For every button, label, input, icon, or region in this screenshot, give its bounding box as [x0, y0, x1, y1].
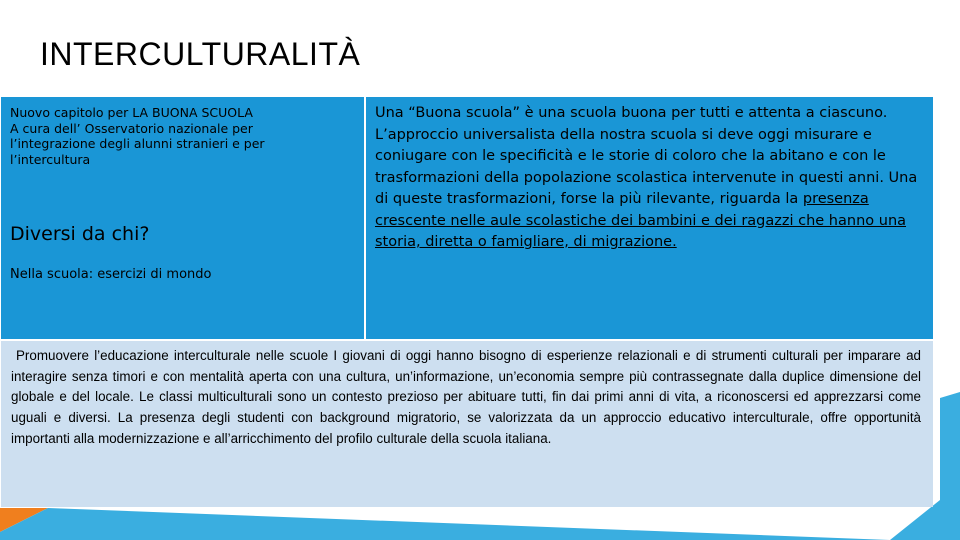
content-table — [1, 97, 933, 507]
chapter-line: A cura dell’ Osservatorio nazionale per — [10, 120, 253, 136]
question-heading: Diversi da chi? — [10, 223, 150, 245]
blue-bottom-band — [0, 508, 890, 540]
buona-scuola-paragraph — [375, 103, 927, 254]
paragraph-plain-text: Una “Buona scuola” è una scuola buona per tutti e attenta a ciascuno. L’approccio universalista della nostra scuola si deve oggi misurare e coniugare con le specificità e le storie di coloro che la abitano e con le trasformazioni della popolazione scolastica intervenute in questi anni. Una di queste trasformazioni, forse la più rilevante, riguarda la — [375, 105, 918, 207]
chapter-line: Nuovo capitolo per LA BUONA SCUOLA — [10, 105, 253, 120]
left-cell — [1, 97, 366, 339]
right-cell — [366, 97, 933, 339]
chapter-info — [10, 105, 350, 167]
chapter-line: l’integrazione degli alunni stranieri e per — [10, 136, 265, 151]
intercultural-education-paragraph: Promuovere l’educazione interculturale nelle scuole I giovani di oggi hanno bisogno di esperienze relazionali e di strumenti culturali per imparare ad interagire senza timori e con mentalità aperta con una cultura, un’informazione, un’economia sempre più contrassegnate dalla duplice dimensione del globale e del locale. Le classi multiculturali sono un contesto prezioso per abituare tutti, fin dai primi anni di vita, a riconoscersi ed apprezzarsi come uguali e diversi. La presenza degli studenti con background migratorio, se valorizzata da un approccio educativo interculturale, offre opportunità importanti alla modernizzazione e all’arricchimento del profilo culturale della scuola italiana. — [11, 348, 921, 446]
slide-title: INTERCULTURALITÀ — [40, 36, 361, 72]
exercises-text: Nella scuola: esercizi di mondo — [10, 267, 212, 282]
paragraph-underlined-text: presenza crescente nelle aule scolastiche dei bambini e dei ragazzi che hanno una storia, diretta o famigliare, di migrazione. — [375, 191, 907, 250]
bottom-cell — [1, 341, 933, 507]
chapter-line: l’intercultura — [10, 151, 91, 167]
